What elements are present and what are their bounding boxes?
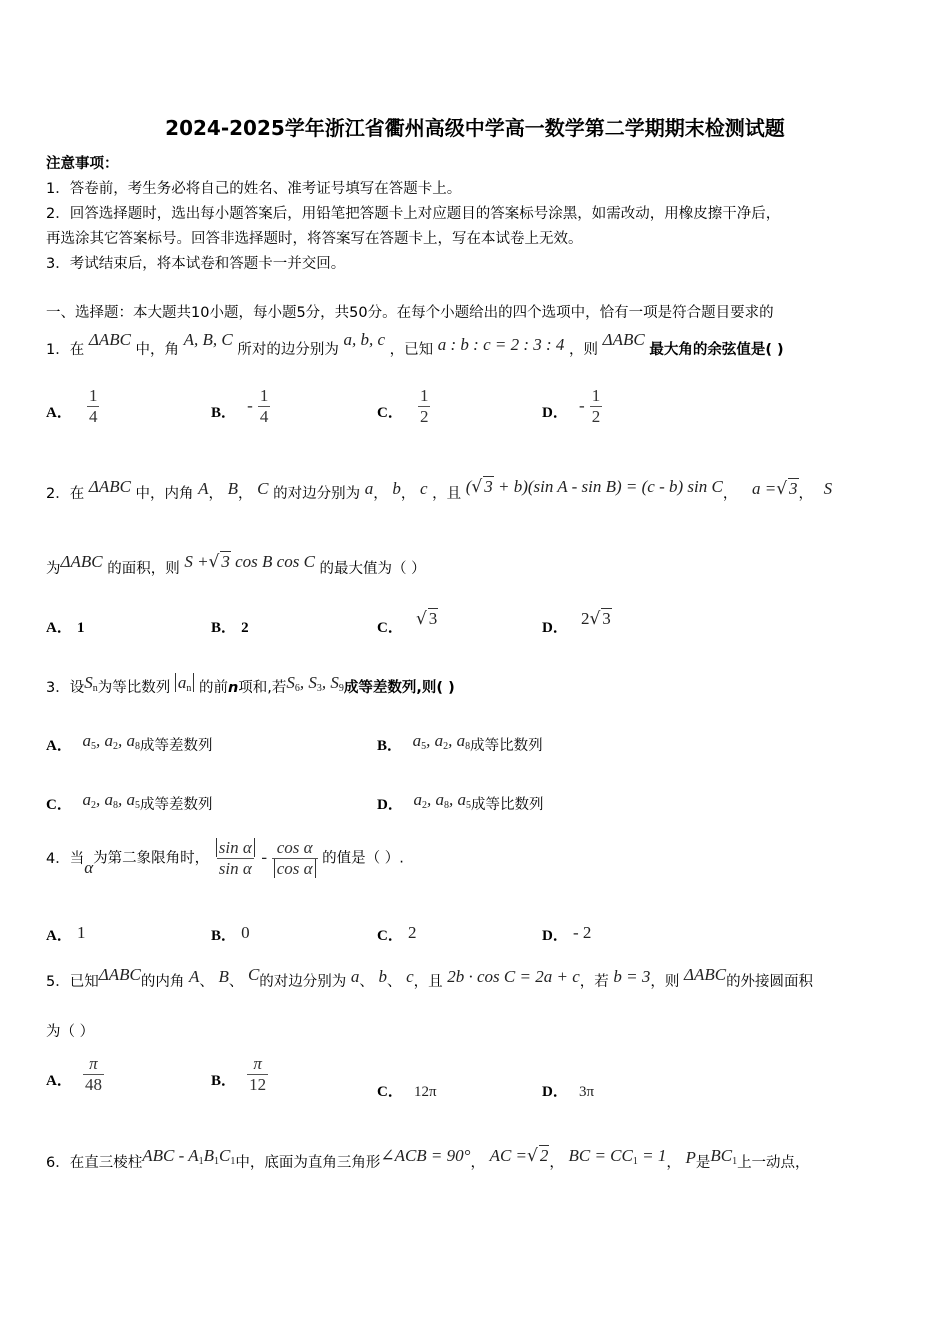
option-label: C． (377, 620, 403, 636)
q5-text: ，若 (579, 974, 609, 990)
q5-text: 的外接圆面积 (726, 974, 814, 990)
prism-symbol: ABC - $A_1B_1C_1$ (142, 1146, 236, 1167)
option-c[interactable] (377, 609, 438, 637)
q6-text: 中，底面为直角三角形 (235, 1155, 381, 1171)
triangle-symbol: ΔABC (60, 552, 103, 571)
notice-item: 再选涂其它答案标号。回答非选择题时，将答案写在答题卡上，写在本试卷上无效。 (46, 231, 583, 247)
option-a[interactable] (46, 731, 213, 756)
q2-text: 的最大值为（ ） (319, 561, 426, 577)
option-sign: - (578, 396, 585, 415)
q2-number: 2．在 (46, 486, 85, 502)
option-label: A． (46, 405, 72, 421)
option-label: B． (211, 620, 237, 636)
condition: b = 3 (613, 967, 651, 986)
sums: $S_6$, $S_3$, $S_9$ (286, 673, 344, 694)
q1-text: ，已知 (389, 342, 434, 358)
option-label: D． (377, 797, 403, 813)
notice-item: 2．回答选择题时，选出每小题答案后，用铅笔把答题卡上对应题目的答案标号涂黑，如需改动，用橡皮擦干净后， (46, 206, 781, 222)
q4-text: 的值是（ ）. (322, 850, 404, 867)
option-value: 2 (241, 620, 249, 636)
n-symbol: n (227, 680, 239, 696)
option-text: 成等差数列 (139, 797, 213, 813)
page-title: 2024-2025学年浙江省衢州高级中学高一数学第二学期期末检测试题 (165, 116, 785, 140)
an-symbol: $a_n$ (175, 673, 195, 692)
fraction: $\frac{\pi}{48}$ (84, 1054, 102, 1094)
question-2-line2 (46, 552, 426, 578)
side-c: c (406, 967, 414, 986)
side-a: a (364, 479, 374, 498)
sides-symbol: a, b, c (343, 330, 386, 349)
q4-number: 4．当 (46, 850, 85, 867)
terms: $a_5$, $a_2$, $a_8$ (82, 731, 140, 752)
option-text: 成等比数列 (470, 797, 544, 813)
question-3 (46, 673, 455, 698)
q6-text: 上一动点， (737, 1155, 810, 1171)
option-label: A． (46, 928, 72, 944)
q3-text: 的前 (198, 680, 228, 696)
fraction-sin: $\frac{\text{sin α}}{\text{sin α}}$ (214, 838, 257, 879)
condition: a =√ 3 (751, 479, 798, 499)
option-c[interactable] (46, 790, 213, 815)
option-label: B． (377, 738, 403, 754)
option-label: B． (211, 928, 237, 944)
option-value: 2√ 3 (580, 609, 611, 629)
alpha-symbol: α (84, 857, 94, 877)
q2-text: 中，内角 (135, 486, 194, 502)
q5-text: ，且 (413, 974, 443, 990)
q5-text: 的对边分别为 (259, 974, 347, 990)
option-b[interactable] (211, 924, 250, 945)
q5-text: 的内角 (140, 974, 185, 990)
q6-text: 是 (695, 1155, 711, 1171)
area-symbol: S (823, 479, 833, 498)
option-a[interactable] (46, 924, 85, 945)
option-d[interactable] (542, 1080, 594, 1101)
option-d[interactable] (377, 790, 544, 815)
fraction: $\frac{1}{2}$ (419, 386, 429, 426)
question-5: 5．已知ΔABC的内角 A、 B、 C的对边分别为 a、 b、 c，且 2b · cos C = 2a + c，若 b = 3，则 ΔABC的外接圆面积 (46, 965, 814, 990)
triangle-symbol: ΔABC (683, 965, 727, 984)
option-label: C． (377, 405, 403, 421)
terms: $a_5$, $a_2$, $a_8$ (412, 731, 471, 752)
q6-text: ， (666, 1155, 681, 1171)
q3-text: 为等比数列 (97, 680, 171, 696)
option-label: C． (377, 1084, 403, 1100)
angle-c: C (257, 479, 269, 498)
option-d[interactable] (542, 386, 602, 427)
fraction-cos: $\frac{\text{cos α}}{\text{cos α}}$ (272, 838, 318, 879)
triangle-symbol: ΔABC (98, 965, 141, 984)
q1-number: 1．在 (46, 342, 85, 358)
notice-item: 1．答卷前，考生务必将自己的姓名、准考证号填写在答题卡上。 (46, 181, 462, 197)
question-5-line2: 为（ ） (46, 1024, 95, 1040)
option-value: 1 (76, 620, 85, 636)
option-value: 0 (241, 923, 250, 942)
option-label: C． (377, 928, 403, 944)
equation: 2b · cos C = 2a + c (447, 967, 580, 986)
option-label: D． (542, 1084, 568, 1100)
terms: $a_2$, $a_8$, $a_5$ (413, 790, 471, 811)
q4-text: 为第二象限角时， (93, 850, 210, 867)
q2-text: ，且 (432, 486, 462, 502)
q6-text: ， (470, 1155, 485, 1171)
option-b[interactable] (211, 616, 249, 637)
option-value: 1 (76, 923, 86, 942)
q6-number: 6．在直三棱柱 (46, 1155, 143, 1171)
expression: S +√ 3 cos B cos C (184, 552, 315, 572)
question-1 (46, 330, 784, 359)
option-value: - 2 (572, 923, 592, 942)
option-d[interactable] (542, 609, 612, 637)
q2-text: 的对边分别为 (273, 486, 361, 502)
angle-b: B (227, 479, 239, 498)
option-value: 2 (407, 923, 417, 942)
notice-heading: 注意事项： (46, 156, 119, 172)
angles-symbol: A, B, C (183, 330, 233, 349)
sn-symbol: $S_n$ (84, 673, 98, 694)
q1-text: 中，角 (135, 342, 180, 358)
bc-formula: BC = $CC_1 = 1$ (568, 1146, 667, 1167)
section-heading: 一、选择题：本大题共10小题，每小题5分，共50分。在每个小题给出的四个选项中，恰有一项是符合题目要求的 (46, 305, 774, 321)
side-b: b (378, 967, 387, 986)
option-c[interactable] (377, 924, 416, 945)
q6-text: ， (549, 1155, 564, 1171)
option-label: C． (46, 797, 72, 813)
option-label: B． (211, 1073, 237, 1089)
option-b[interactable] (211, 386, 270, 427)
option-label: D． (542, 928, 568, 944)
q5-number: 5．已知 (46, 974, 99, 990)
q3-number: 3．设 (46, 680, 85, 696)
fraction: $\frac{\pi}{12}$ (249, 1054, 267, 1094)
option-sign: - (247, 396, 253, 415)
q1-text: 所对的边分别为 (237, 342, 339, 358)
option-b[interactable] (377, 731, 543, 756)
q3-text: 成等差数列,则( ) (343, 680, 455, 696)
notice-item: 3．考试结束后，将本试卷和答题卡一并交回。 (46, 256, 346, 272)
option-label: B． (211, 405, 237, 421)
option-d[interactable] (542, 924, 591, 945)
angle-a: A (188, 967, 200, 986)
fraction: $\frac{1}{4}$ (259, 386, 269, 426)
ratio-formula: a : b : c = 2 : 3 : 4 (437, 335, 565, 354)
option-b[interactable] (211, 1054, 268, 1095)
side-a: a (350, 967, 360, 986)
question-2: 2．在 ΔABC 中，内角 A， B， C 的对边分别为 a， b， c ，且 (√ 3 + b)(sin A - sin B) = (c - b) sin C， a =√ 3， S (46, 477, 833, 502)
angle-c: C (247, 965, 260, 984)
option-label: A． (46, 1073, 72, 1089)
q1-text: 最大角的余弦值是( ) (649, 342, 784, 358)
angle-a: A (198, 479, 209, 498)
option-a[interactable] (46, 386, 99, 427)
q2-text: 的面积，则 (107, 561, 180, 577)
equation: (√ 3 + b)(sin A - sin B) = (c - b) sin C (465, 477, 723, 497)
triangle-symbol: ΔABC (602, 330, 645, 349)
triangle-symbol: ΔABC (88, 330, 131, 349)
terms: $a_2$, $a_8$, $a_5$ (82, 790, 140, 811)
q5-text: ，则 (650, 974, 680, 990)
option-c[interactable] (377, 1080, 437, 1101)
angle-b: B (218, 967, 229, 986)
side-c: c (419, 479, 428, 498)
option-value: 3π (578, 1084, 595, 1100)
q1-text: ，则 (569, 342, 599, 358)
angle-formula: ∠ACB = 90° (380, 1146, 471, 1165)
option-a[interactable] (46, 1054, 104, 1095)
option-label: D． (542, 620, 568, 636)
fraction: $\frac{1}{2}$ (591, 386, 601, 426)
option-label: D． (542, 405, 568, 421)
bc1-symbol: $BC_1$ (710, 1146, 738, 1167)
option-label: A． (46, 620, 72, 636)
option-value: 12π (413, 1084, 437, 1100)
question-6 (46, 1146, 810, 1173)
option-a[interactable] (46, 616, 84, 637)
minus-sign: - (261, 847, 268, 867)
side-b: b (392, 479, 401, 498)
option-text: 成等比数列 (470, 738, 543, 754)
option-text: 成等差数列 (139, 738, 213, 754)
fraction: $\frac{1}{4}$ (88, 386, 98, 426)
option-label: A． (46, 738, 72, 754)
ac-formula: AC =√ 2 (489, 1146, 549, 1166)
option-c[interactable] (377, 386, 430, 427)
point-p: P (685, 1148, 696, 1167)
option-value: √ 3 (415, 609, 438, 629)
question-4 (46, 838, 404, 879)
q2-text: 为 (46, 561, 61, 577)
triangle-symbol: ΔABC (88, 477, 131, 496)
q3-text: 项和,若 (238, 680, 287, 696)
